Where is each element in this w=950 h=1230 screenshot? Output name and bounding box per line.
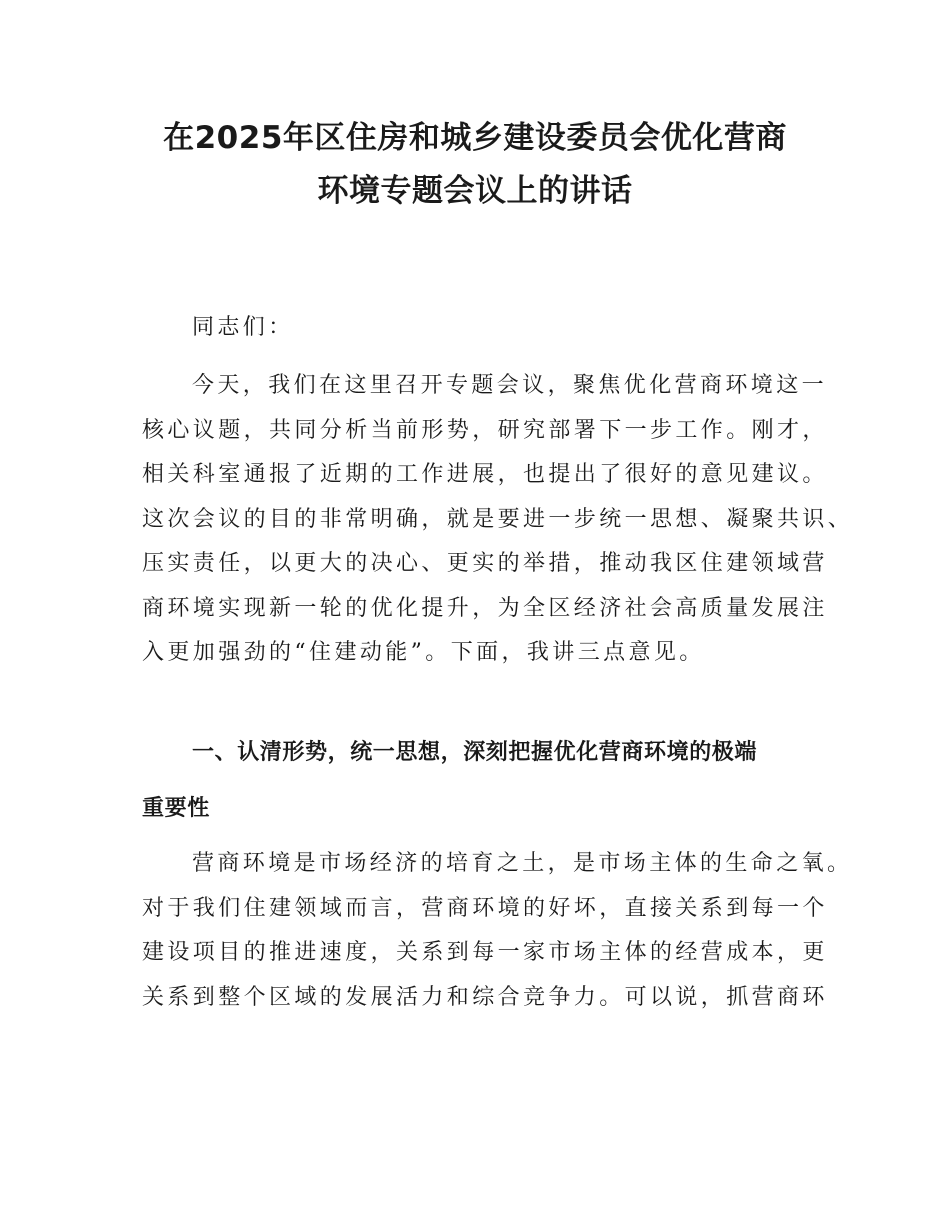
paragraph-line: 关系到整个区域的发展活力和综合竞争力。可以说，抓营商环 xyxy=(142,984,828,1010)
section-heading xyxy=(142,725,837,837)
paragraph-line: 营商环境是市场经济的培育之土，是市场主体的生命之氧。 xyxy=(192,851,853,876)
paragraph-line: 商环境实现新一轮的优化提升，为全区经济社会高质量发展注 xyxy=(142,595,828,621)
paragraph-line: 压实责任，以更大的决心、更实的举措，推动我区住建领域营 xyxy=(142,551,828,576)
paragraph-line: 建设项目的推进速度，关系到每一家市场主体的经营成本，更 xyxy=(142,940,828,965)
heading-line: 重要性 xyxy=(142,796,210,821)
title-line: 环境专题会议上的讲话 xyxy=(317,173,633,209)
heading-line: 一、认清形势，统一思想，深刻把握优化营商环境的极端 xyxy=(192,740,758,765)
salutation-text: 同志们： xyxy=(192,315,294,340)
paragraph-line: 今天，我们在这里召开专题会议，聚焦优化营商环境这一 xyxy=(192,373,828,398)
document-title xyxy=(95,112,855,218)
section-body-paragraph xyxy=(142,842,853,1020)
salutation xyxy=(142,306,837,351)
paragraph-line: 这次会议的目的非常明确，就是要进一步统一思想、凝聚共识、 xyxy=(142,506,854,532)
title-line: 在2025年区住房和城乡建设委员会优化营商 xyxy=(163,120,787,156)
paragraph-line: 入更加强劲的“住建动能”。下面，我讲三点意见。 xyxy=(142,640,705,665)
paragraph-line: 相关科室通报了近期的工作进展，也提出了很好的意见建议。 xyxy=(142,462,828,487)
intro-paragraph xyxy=(142,364,854,676)
paragraph-line: 核心议题，共同分析当前形势，研究部署下一步工作。刚才， xyxy=(142,417,828,443)
paragraph-line: 对于我们住建领域而言，营商环境的好坏，直接关系到每一个 xyxy=(142,895,828,921)
